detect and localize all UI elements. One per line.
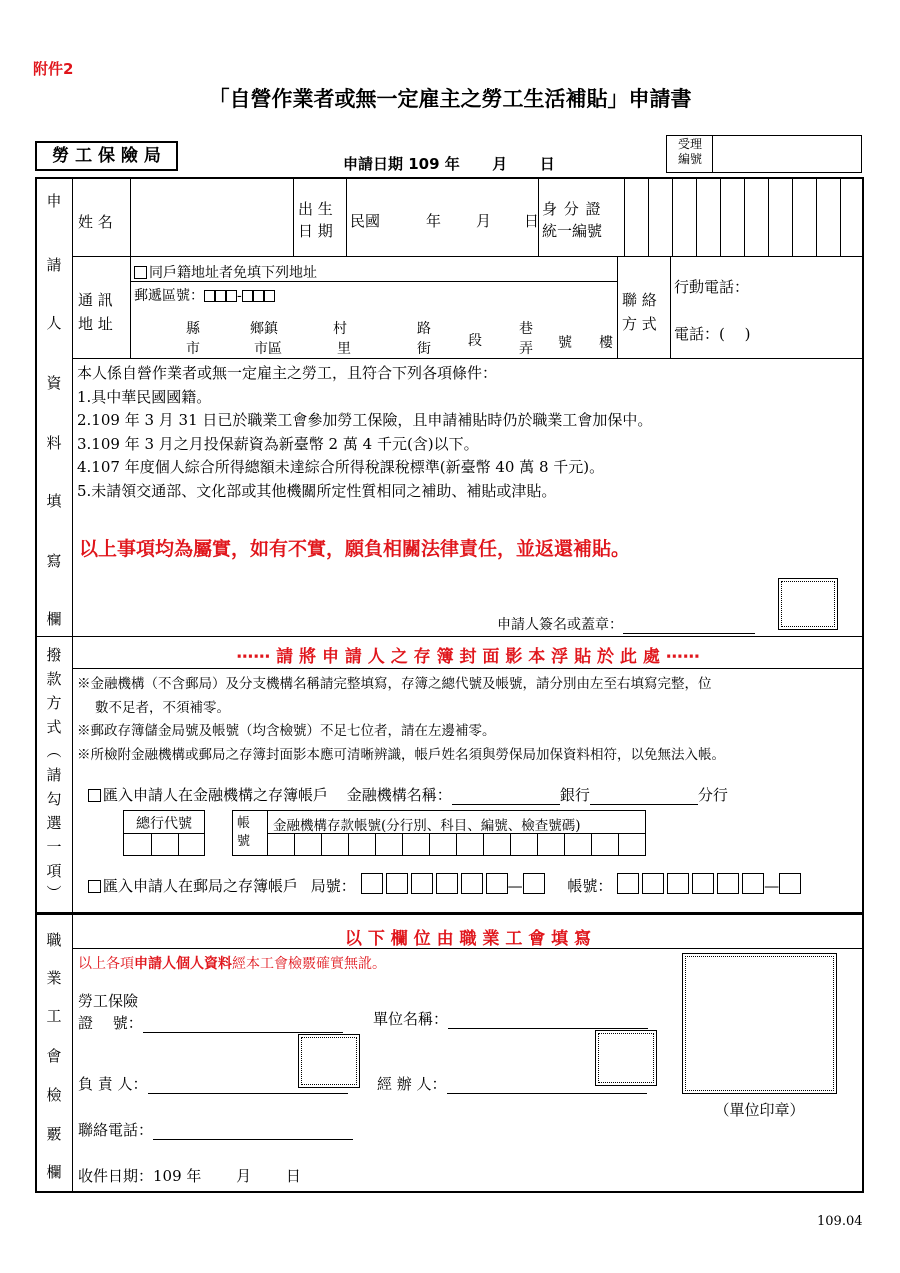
bank-option[interactable]: 匯入申請人在金融機構之存簿帳戶 金融機構名稱： 銀行 分行	[88, 784, 728, 805]
apply-date	[343, 153, 555, 174]
account-number-boxes[interactable]: 帳 號 金融機構存款帳號(分行別、科目、編號、檢查號碼)	[232, 810, 646, 856]
condition-5: 5.未請領交通部、文化部或其他機關所定性質相同之補助、補貼或津貼。	[77, 481, 557, 500]
payment-notes: ※金融機構（不含郵局）及分支機構名稱請完整填寫，存簿之總代號及帳號，請分別由左至右填寫完整，位 數不足者，不須補零。 ※郵政存簿儲金局號及帳號（均含檢號）不足七位者，請在左邊補零。 ※所檢附金融機構或郵局之存簿封面影本應可清晰辨識，帳戶姓名須與勞保局加保資料相符，以免無法入帳。	[77, 676, 725, 763]
form-title: 「自營作業者或無一定雇主之勞工生活補貼」申請書	[208, 87, 692, 111]
phone-field[interactable]: 電話：( )	[674, 325, 751, 343]
attachment-label: 附件2	[33, 60, 74, 78]
condition-4: 4.107 年度個人綜合所得總額未達綜合所得稅課稅標準(新臺幣 40 萬 8 千元)。	[77, 458, 605, 476]
same-household-option[interactable]: 同戶籍地址者免填下列地址	[134, 262, 317, 282]
receipt-label-2: 編號	[677, 152, 702, 166]
insurance-cert-field[interactable]: 證 號：	[78, 1012, 343, 1033]
agency-name: 勞 工 保 險 局	[52, 146, 161, 166]
truthfulness-warning: 以上事項均為屬實，如有不實，願負相關法律責任，並返還補貼。	[79, 538, 631, 560]
union-verify-statement: 以上各項申請人個人資料經本工會檢覈確實無訛。	[78, 956, 386, 972]
union-header: 以 下 欄 位 由 職 業 工 會 填 寫	[344, 929, 592, 949]
post-account-boxes[interactable]: —	[617, 877, 801, 895]
signature-field[interactable]: 申請人簽名或蓋章：	[497, 614, 755, 634]
apply-date-year[interactable]: 109 年	[408, 155, 460, 173]
received-date[interactable]: 收件日期：109 年 月 日	[78, 1167, 301, 1185]
birth-date-field[interactable]: 民國 年 月 日	[350, 212, 540, 230]
post-option[interactable]: 匯入申請人在郵局之存簿帳戶 局號： — 帳號： —	[88, 873, 801, 896]
responsible-field[interactable]: 負 責 人：	[78, 1073, 348, 1094]
birth-label: 出 生 日 期	[298, 200, 333, 240]
name-field[interactable]	[131, 180, 291, 254]
passbook-paste-notice: ⋯⋯ 請 將 申 請 人 之 存 簿 封 面 影 本 浮 貼 於 此 處 ⋯⋯	[236, 647, 700, 667]
post-option-checkbox[interactable]	[88, 880, 101, 893]
condition-1: 1.具中華民國國籍。	[77, 387, 212, 406]
same-household-checkbox[interactable]	[134, 266, 147, 279]
branch-name-field	[590, 789, 698, 805]
handler-field[interactable]: 經 辦 人：	[377, 1073, 647, 1094]
condition-2: 2.109 年 3 月 31 日已於職業工會參加勞工保險，且申請補貼時仍於職業工會加保中。	[77, 411, 653, 429]
unit-seal-box[interactable]	[682, 953, 837, 1094]
address-label: 通 訊 地 址	[78, 291, 113, 333]
post-office-boxes[interactable]: —	[361, 877, 545, 895]
receipt-number-box[interactable]	[666, 135, 862, 173]
form-version: 109.04	[817, 1214, 863, 1229]
postal-code[interactable]: 郵遞區號： -	[134, 285, 275, 305]
signature-seal-box[interactable]	[778, 578, 838, 630]
unit-name-field[interactable]: 單位名稱：	[373, 1008, 648, 1029]
insurance-label: 勞工保險	[78, 992, 139, 1010]
bank-code-boxes[interactable]: 總行代號	[123, 810, 205, 856]
name-label: 姓 名	[78, 213, 113, 231]
declaration-intro: 本人係自營作業者或無一定雇主之勞工，且符合下列各項條件：	[77, 364, 498, 382]
bank-option-checkbox[interactable]	[88, 789, 101, 802]
contact-label: 聯 絡 方 式	[622, 291, 657, 333]
unit-seal-label: （單位印章）	[714, 1101, 805, 1119]
declaration	[77, 362, 652, 503]
apply-date-month[interactable]: 月	[492, 155, 508, 173]
receipt-label-1: 受理	[677, 137, 702, 151]
apply-date-label: 申請日期	[343, 155, 404, 173]
mobile-field[interactable]: 行動電話：	[674, 278, 750, 296]
apply-date-day[interactable]: 日	[539, 155, 555, 173]
bank-name-field	[452, 789, 560, 805]
condition-3: 3.109 年 3 月之月投保薪資為新臺幣 2 萬 4 千元(含)以下。	[77, 434, 479, 453]
agency-box	[35, 141, 178, 171]
union-phone-field[interactable]: 聯絡電話：	[78, 1119, 353, 1140]
id-label: 身 分 證 統一編號	[542, 200, 603, 240]
